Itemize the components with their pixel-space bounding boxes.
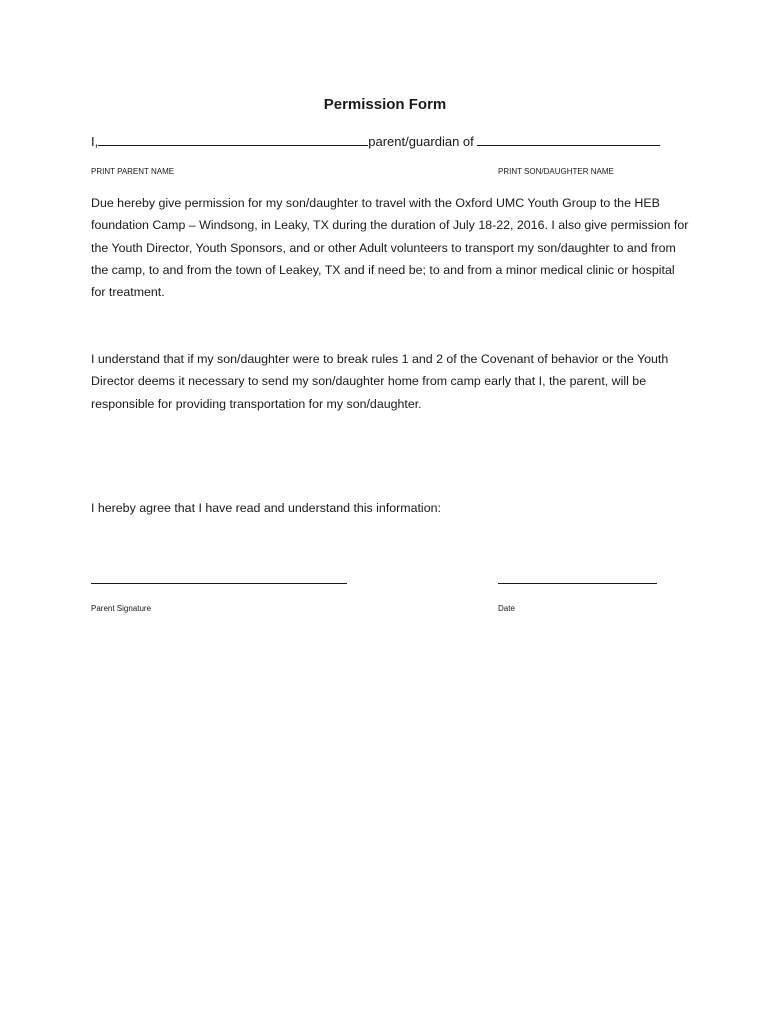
child-name-blank[interactable] bbox=[477, 133, 660, 146]
child-name-caption: PRINT SON/DAUGHTER NAME bbox=[498, 167, 614, 176]
parent-line-prefix: I, bbox=[91, 134, 99, 149]
date-caption: Date bbox=[498, 604, 515, 613]
parent-signature-caption: Parent Signature bbox=[91, 604, 152, 613]
responsibility-paragraph: I understand that if my son/daughter were to break rules 1 and 2 of the Covenant of behavior or the Youth Director deems it necessary to send my son/daughter home from camp early that I, the parent, will be responsible for providing transportation for my son/daughter. bbox=[91, 352, 669, 411]
parent-name-caption: PRINT PARENT NAME bbox=[91, 167, 175, 176]
form-title: Permission Form bbox=[323, 96, 447, 113]
agreement-statement: I hereby agree that I have read and understand this information: bbox=[91, 501, 441, 515]
parent-name-blank[interactable] bbox=[98, 133, 368, 146]
parent-guardian-line bbox=[91, 133, 660, 150]
parent-line-middle: parent/guardian of bbox=[368, 134, 474, 149]
permission-paragraph: Due hereby give permission for my son/daughter to travel with the Oxford UMC Youth Group to the HEB foundation Camp – Windsong, in Leaky, TX during the duration of July 18-22, 2016. I also give permission for the Youth Director, Youth Sponsors, and or other Adult volunteers to transport my son/daughter to and from the camp, to and from the town of Leakey, TX and if need be; to and from a minor medical clinic or hospital for treatment. bbox=[91, 196, 689, 300]
parent-signature-line[interactable] bbox=[91, 583, 347, 584]
date-line[interactable] bbox=[498, 583, 657, 584]
